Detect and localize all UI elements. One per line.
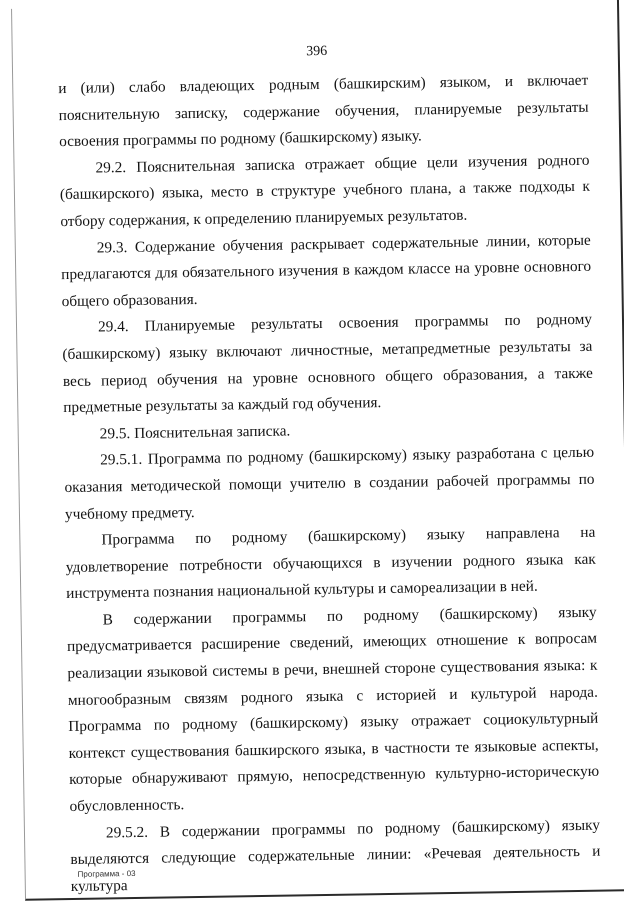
paragraph-29-5: 29.5. Пояснительная записка. <box>99 422 291 443</box>
paragraph-29-3: 29.3. Содержание обучения раскрывает содержательные линии, которые предлагаются для обязательного изучения в каждом классе на уровне основного общего образования. <box>61 231 592 310</box>
paragraph-program-purpose: Программа по родному (башкирскому) языку направлена на удовлетворение потребности обучающихся в изучении родного языка как инструмента познания национальной культуры и самореализации в ней. <box>65 523 596 603</box>
page-number: 396 <box>306 43 328 60</box>
paragraph-29-4: 29.4. Планируемые результаты освоения программы по родному (башкирскому) языку включают личностные, метапредметные результаты за весь период обучения на уровне основного общего образования, а также предметные результаты за каждый год обучения. <box>62 311 593 417</box>
page-footer: Программа - 03 <box>77 868 136 879</box>
paragraph-program-content: В содержании программы по родному (башкирскому) языку предусматривается расширение сведений, имеющих отношение к вопросам реализации языковой системы в речи, внешней стороне существования языка: к многообразным связям родного языка с историей и культурой народа. Программа по родному (башкирскому) языку отражает социокультурный контекст существования башкирского языка, в частности те языковые аспекты, которые обнаруживают прямую, непосредственную культурно-историческую обусловленность. <box>66 603 600 816</box>
paragraph-29-5-2: 29.5.2. В содержании программы по родному (башкирскому) языку выделяются следующие содержательные линии: «Речевая деятельность и культура <box>70 816 601 895</box>
paragraph-29-2: 29.2. Пояснительная записка отражает общие цели изучения родного (башкирского) языка, место в структуре учебного плана, а также подходы к отбору содержания, к определению планируемых результатов. <box>59 151 591 231</box>
paragraph-29-5-1: 29.5.1. Программа по родному (башкирскому) языку разработана с целью оказания методической помощи учителю в создании рабочей программы по учебному предмету. <box>64 444 595 523</box>
document-page <box>11 0 633 901</box>
scan-margin <box>624 0 640 901</box>
paragraph-intro: и (или) слабо владеющих родным (башкирским) языком, и включает пояснительную записку, содержание обучения, планируемые результаты освоения программы по родному (башкирскому) языку. <box>58 71 589 151</box>
document-body <box>58 68 601 901</box>
